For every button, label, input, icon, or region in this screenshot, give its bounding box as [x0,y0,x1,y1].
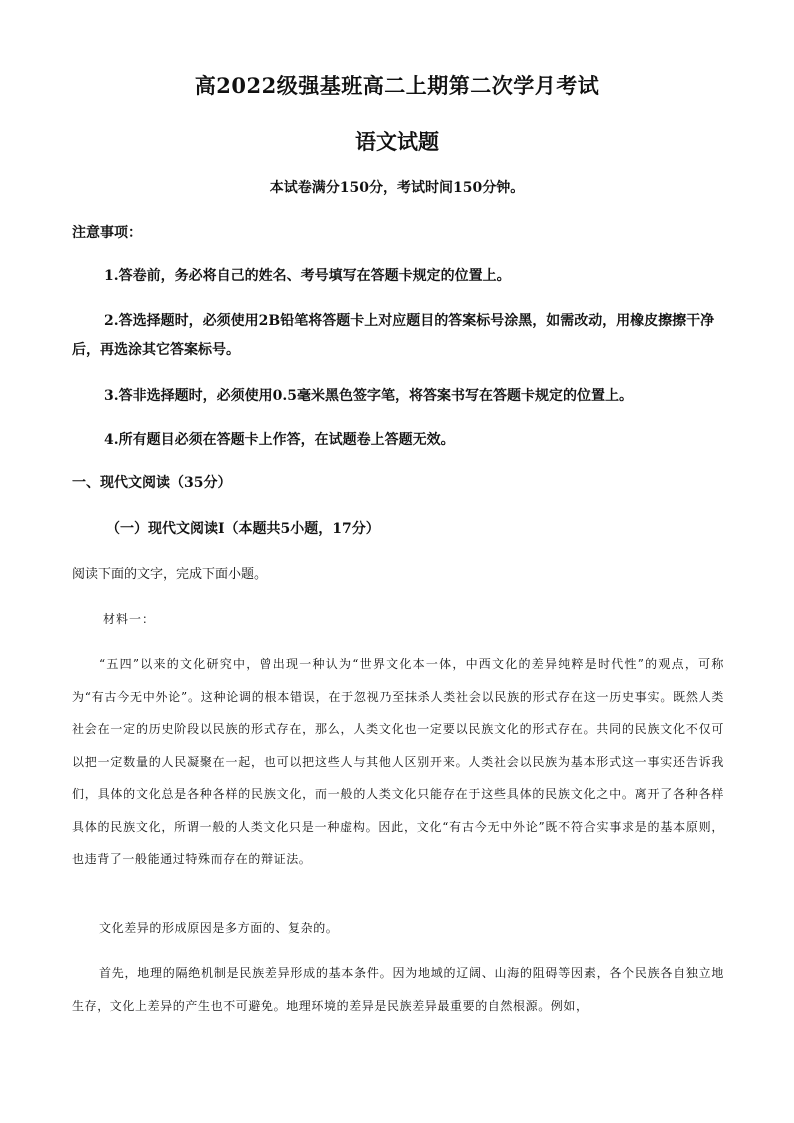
exam-subject-title: 语文试题 [355,129,439,154]
section-heading: 一、现代文阅读（35分） [72,475,232,491]
notice-item: 2.答选择题时，必须使用2B铅笔将答题卡上对应题目的答案标号涂黑，如需改动，用橡皮擦擦干净后，再选涂其它答案标号。 [72,313,715,358]
score-time-info: 本试卷满分150分，考试时间150分钟。 [269,180,525,196]
material-label: 材料一： [103,612,156,626]
notice-heading: 注意事项： [72,225,142,241]
notice-item: 4.所有题目必须在答题卡上作答，在试题卷上答题无效。 [104,432,455,448]
notice-item: 3.答非选择题时，必须使用0.5毫米黑色签字笔，将答案书写在答题卡规定的位置上。 [104,388,633,404]
reading-instruction: 阅读下面的文字，完成下面小题。 [72,567,268,582]
passage-paragraph: 文化差异的形成原因是多方面的、复杂的。 [99,921,339,935]
notice-item: 1.答卷前，务必将自己的姓名、考号填写在答题卡规定的位置上。 [104,268,511,284]
exam-title: 高2022级强基班高二上期第二次学月考试 [194,73,600,98]
subsection-heading: （一）现代文阅读Ⅰ（本题共5小题，17分） [106,521,380,537]
passage-paragraph: 首先，地理的隔绝机制是民族差异形成的基本条件。因为地域的辽阔、山海的阻碍等因素，各个民族各自独立地生存，文化上差异的产生也不可避免。地理环境的差异是民族差异最重要的自然根源。例如， [72,966,724,1013]
passage-paragraph: “五四”以来的文化研究中，曾出现一种认为“世界文化本一体，中西文化的差异纯粹是时代性”的观点，可称为“有古今无中外论”。这种论调的根本错误，在于忽视乃至抹杀人类社会以民族的形式存在这一历史事实。既然人类社会在一定的历史阶段以民族的形式存在，那么，人类文化也一定要以民族文化的形式存在。共同的民族文化不仅可以把一定数量的人民凝聚在一起，也可以把这些人与其他人区别开来。人类社会以民族为基本形式这一事实还告诉我们，具体的文化总是各种各样的民族文化，而一般的人类文化只能存在于这些具体的民族文化之中。离开了各种各样具体的民族文化，所谓一般的人类文化只是一种虚构。因此，文化“有古今无中外论”既不符合实事求是的基本原则，也违背了一般能通过特殊而存在的辩证法。 [72,657,724,866]
